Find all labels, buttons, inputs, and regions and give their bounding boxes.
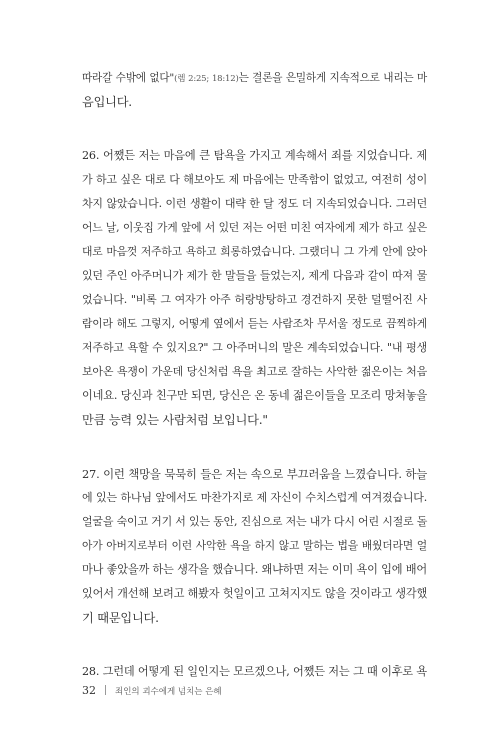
intro-paragraph [82, 66, 427, 114]
text-fragment: 따라갈 수밖에 없다" [82, 72, 175, 84]
text-fragment: 는 결론을 은밀하게 지속적으로 내리는 마 [238, 72, 427, 84]
paragraph-27 [82, 462, 427, 630]
text-line: 었습니다. "비록 그 여자가 아주 허랑방탕하고 경건하지 못한 덜떨어진 사 [82, 293, 427, 306]
scripture-reference: (렘 2:25; 18:12) [174, 74, 239, 84]
page-body [82, 66, 427, 684]
text-line: 대로 마음껏 저주하고 욕하고 희롱하였습니다. 그랬더니 그 가게 안에 앉아 [82, 245, 427, 258]
text-line: 마나 좋았을까 하는 생각을 했습니다. 왜냐하면 저는 이미 욕이 입에 배어 [82, 563, 427, 576]
text-line: 있던 주인 아주머니가 제가 한 말들을 들었는지, 제게 다음과 같이 따져 물 [82, 269, 427, 282]
text-line: 얼굴을 숙이고 거기 서 있는 동안, 진심으로 저는 내가 다시 어린 시절로 돌 [82, 515, 428, 528]
running-title: 죄인의 괴수에게 넘치는 은혜 [115, 687, 222, 697]
text-line: 기 때문입니다. [82, 611, 159, 625]
page-number: 32 [82, 684, 96, 697]
text-line: 이네요. 당신과 친구만 되면, 당신은 온 동네 젊은이들을 모조리 망쳐놓을 [82, 389, 427, 402]
text-line: 음입니다. [82, 95, 132, 109]
page-footer [82, 683, 222, 699]
paragraph-28 [82, 660, 427, 684]
text-line: 26. 어쨌든 저는 마음에 큰 탐욕을 가지고 계속해서 죄를 지었습니다. 제 [82, 149, 427, 162]
text-line: 가 하고 싶은 대로 다 해보아도 제 마음에는 만족함이 없었고, 여전히 성이 [82, 173, 427, 186]
text-line [82, 66, 427, 90]
footer-divider [105, 685, 106, 695]
text-line: 차지 않았습니다. 이런 생활이 대략 한 달 정도 더 지속되었습니다. 그러던 [82, 197, 427, 210]
text-line: 에 있는 하나님 앞에서도 마찬가지로 제 자신이 수치스럽게 여겨졌습니다. [82, 491, 427, 504]
text-line: 람이라 해도 그렇지, 어떻게 옆에서 듣는 사람조차 무서울 정도로 끔찍하게 [82, 317, 427, 330]
text-line: 아가 아버지로부터 이런 사악한 욕을 하지 않고 말하는 법을 배웠더라면 얼 [82, 539, 427, 552]
text-line: 27. 이런 책망을 묵묵히 들은 저는 속으로 부끄러움을 느꼈습니다. 하늘 [82, 467, 427, 481]
paragraph-26 [82, 144, 427, 432]
text-line: 만큼 능력 있는 사람처럼 보입니다." [82, 413, 268, 427]
text-line: 어느 날, 이웃집 가게 앞에 서 있던 저는 어떤 미친 여자에게 제가 하고 싶은 [82, 221, 427, 234]
text-line: 28. 그런데 어떻게 된 일인지는 모르겠으나, 어쨌든 저는 그 때 이후로 욕 [82, 665, 427, 678]
text-line: 저주하고 욕할 수 있지요?" 그 아주머니의 말은 계속되었습니다. "내 평생 [82, 341, 427, 354]
text-line: 보아온 욕쟁이 가운데 당신처럼 욕을 최고로 잘하는 사악한 젊은이는 처음 [82, 365, 427, 378]
text-line: 있어서 개선해 보려고 해봤자 헛일이고 고쳐지지도 않을 것이라고 생각했 [82, 587, 428, 600]
